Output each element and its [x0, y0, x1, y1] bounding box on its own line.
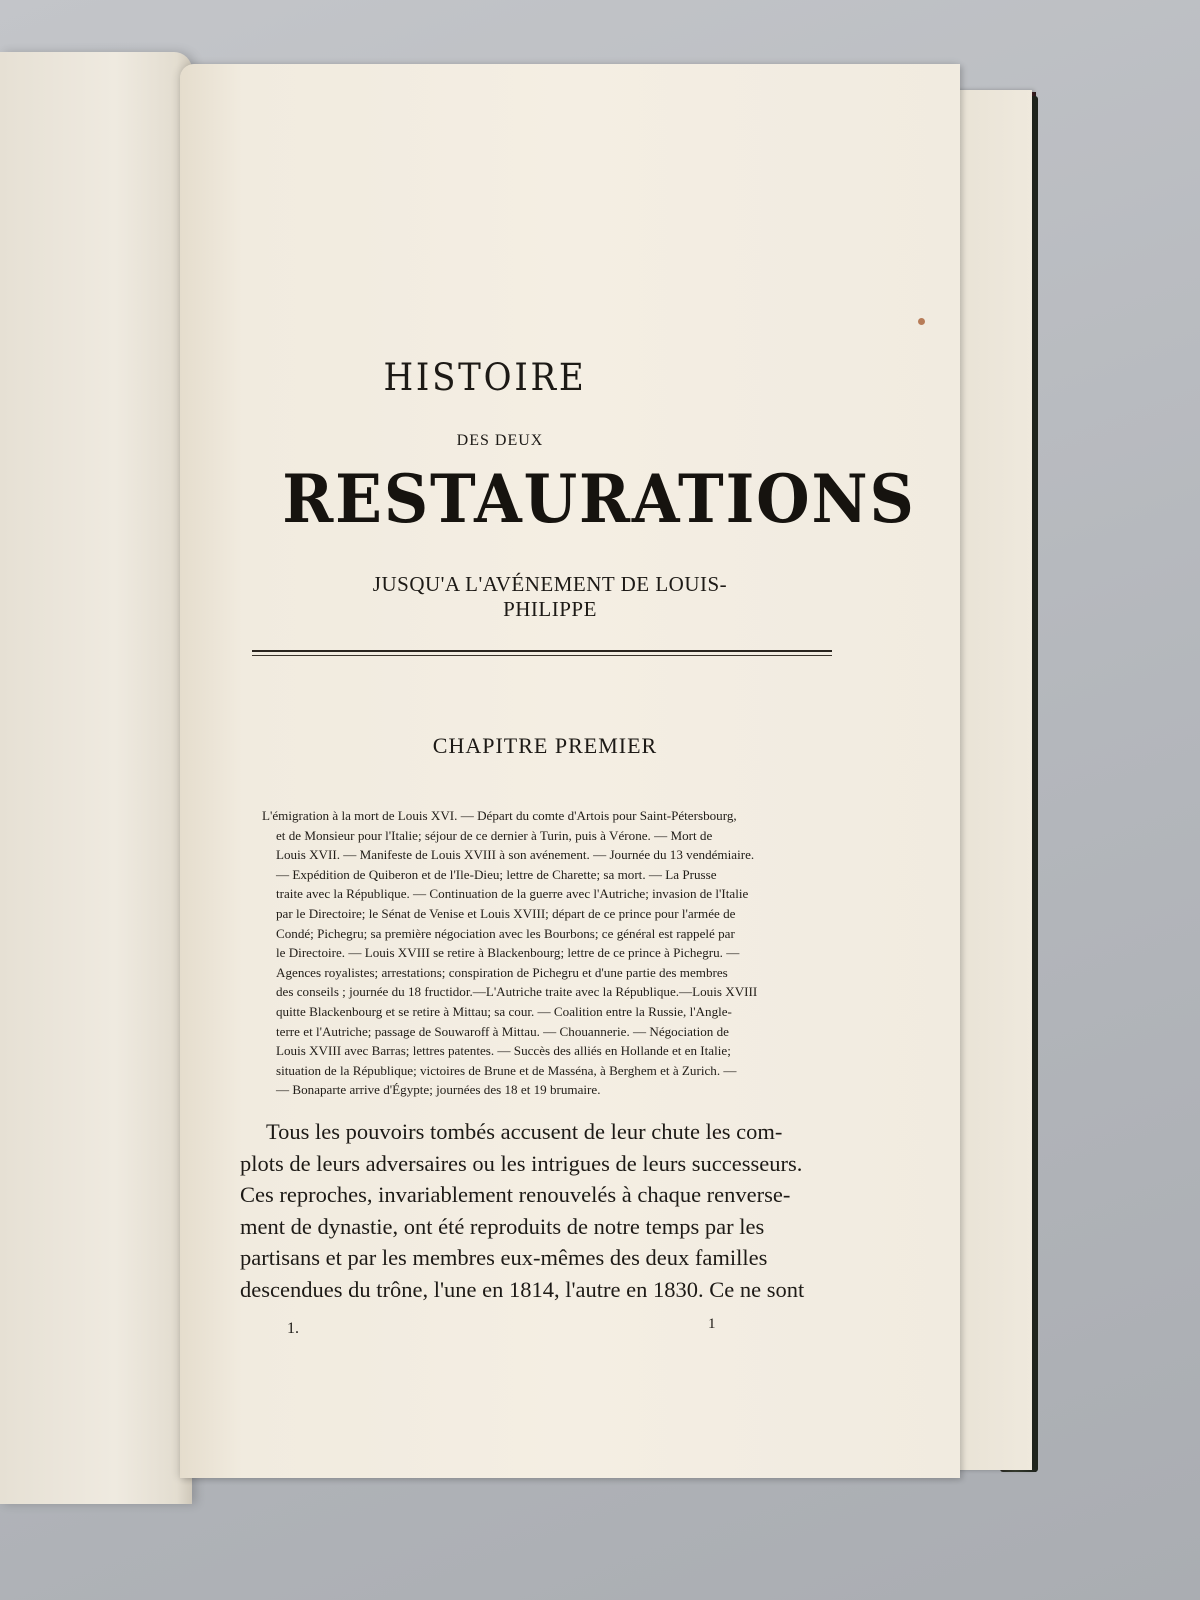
chapter-heading: CHAPITRE PREMIER [432, 733, 658, 758]
summary-line: Condé; Pichegru; sa première négociation avec les Bourbons; ce général est rappelé par [276, 925, 735, 941]
summary-line: — Expédition de Quiberon et de l'Ile-Dieu; lettre de Charette; sa mort. — La Prusse [276, 866, 717, 882]
body-line: Ces reproches, invariablement renouvelés à chaque renverse- [240, 1182, 791, 1207]
summary-line: et de Monsieur pour l'Italie; séjour de ce dernier à Turin, puis à Vérone. — Mort de [276, 827, 713, 843]
page-number: 1 [708, 1316, 716, 1332]
paper-spot [918, 318, 925, 325]
summary-line: Agences royalistes; arrestations; conspiration de Pichegru et d'une partie des membres [276, 964, 728, 980]
left-page [0, 52, 192, 1504]
body-line: plots de leurs adversaires ou les intrigues de leurs successeurs. [240, 1150, 803, 1176]
body-line: descendues du trône, l'une en 1814, l'autre en 1830. Ce ne sont [240, 1276, 805, 1302]
chapter-summary [262, 806, 822, 1100]
title-rule-thin [252, 655, 832, 656]
summary-line: par le Directoire; le Sénat de Venise et Louis XVIII; départ de ce prince pour l'armée de [276, 905, 736, 921]
title-des-deux: DES DEUX [456, 432, 544, 449]
signature-mark: 1. [287, 1320, 299, 1337]
body-line: ment de dynastie, ont été reproduits de notre temps par les [240, 1213, 765, 1239]
title-histoire: HISTOIRE [383, 356, 587, 399]
summary-line: Louis XVIII avec Barras; lettres patentes. — Succès des alliés en Hollande et en Italie; [276, 1043, 731, 1059]
summary-line: le Directoire. — Louis XVIII se retire à Blackenbourg; lettre de ce prince à Pichegru. — [276, 945, 740, 961]
title-subtitle: JUSQU'A L'AVÉNEMENT DE LOUIS-PHILIPPE [372, 572, 728, 621]
body-line: partisans et par les membres eux-mêmes des deux familles [240, 1245, 768, 1270]
summary-line: terre et l'Autriche; passage de Souwaroff à Mittau. — Chouannerie. — Négociation de [276, 1023, 729, 1039]
summary-line: des conseils ; journée du 18 fructidor.—L'Autriche traite avec la République.—Louis XVIII [276, 984, 758, 1000]
summary-line: — Bonaparte arrive d'Égypte; journées des 18 et 19 brumaire. [276, 1082, 601, 1098]
summary-line: situation de la République; victoires de Brune et de Masséna, à Berghem et à Zurich. — [276, 1062, 737, 1078]
summary-line: L'émigration à la mort de Louis XVI. — Départ du comte d'Artois pour Saint-Pétersbourg, [262, 808, 737, 823]
summary-line: traite avec la République. — Continuation de la guerre avec l'Autriche; invasion de l'Italie [276, 886, 749, 902]
summary-line: quitte Blackenbourg et se retire à Mittau; sa cour. — Coalition entre la Russie, l'Angle- [276, 1003, 732, 1019]
summary-line: Louis XVII. — Manifeste de Louis XVIII à son avénement. — Journée du 13 vendémiaire. [276, 847, 755, 863]
body-text [240, 1116, 830, 1305]
body-line: Tous les pouvoirs tombés accusent de leur chute les com- [266, 1119, 783, 1144]
title-rule [252, 650, 832, 652]
title-restaurations: RESTAURATIONS [282, 460, 916, 538]
